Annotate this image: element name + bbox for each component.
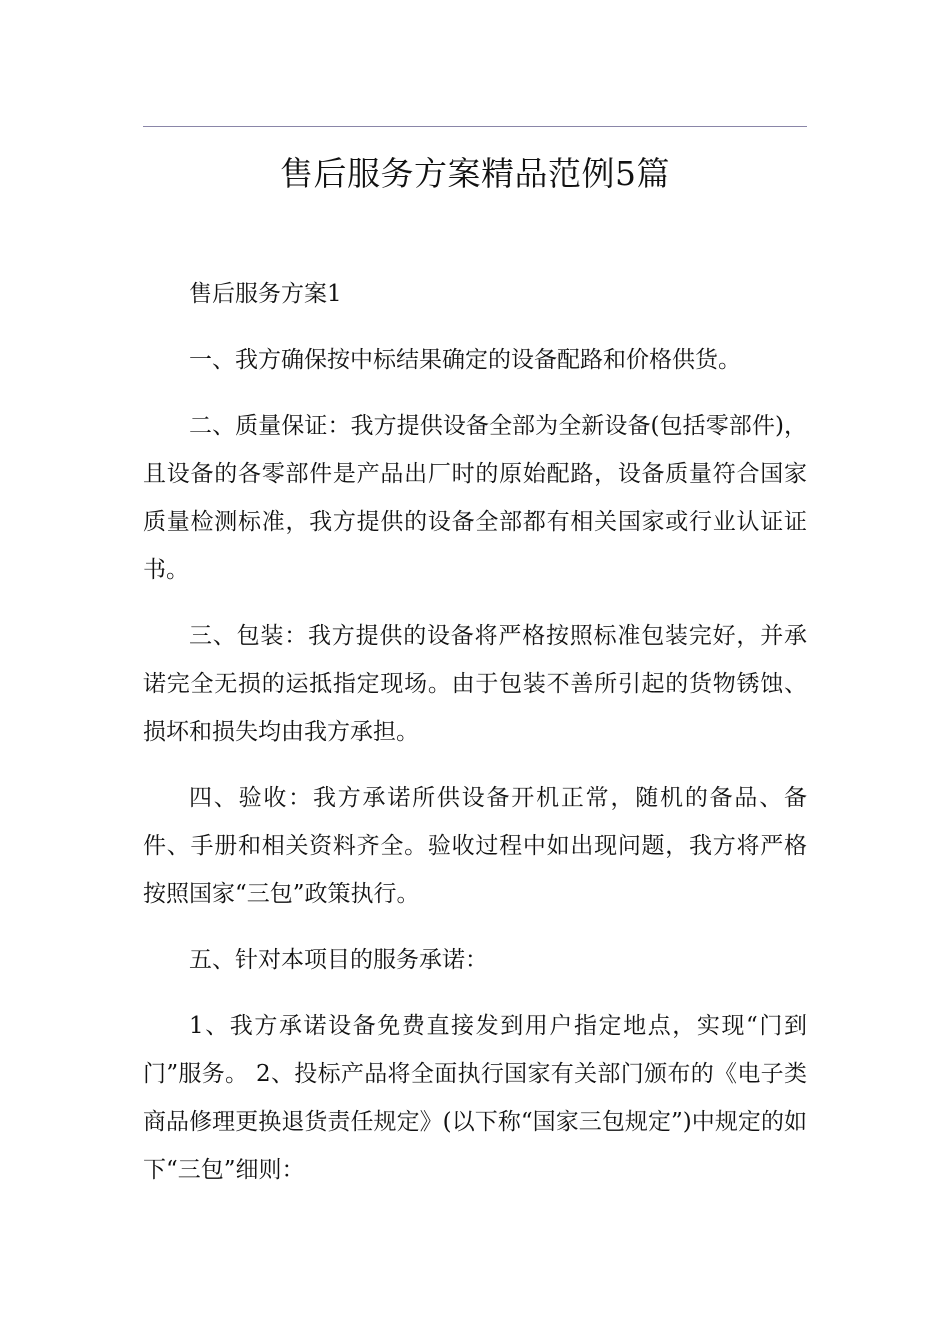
header-rule — [143, 126, 807, 127]
paragraph-quality: 二、质量保证：我方提供设备全部为全新设备(包括零部件)，且设备的各零部件是产品出厂时的原始配路，设备质量符合国家质量检测标准，我方提供的设备全部都有相关国家或行业认证证书。 — [143, 413, 807, 583]
paragraph-packaging: 三、包装：我方提供的设备将严格按照标准包装完好，并承诺完全无损的运抵指定现场。由于包装不善所引起的货物锈蚀、损坏和损失均由我方承担。 — [143, 623, 807, 745]
paragraph-item-1: 一、我方确保按中标结果确定的设备配路和价格供货。 — [189, 347, 741, 373]
document-body — [143, 270, 807, 1212]
section-heading: 售后服务方案1 — [189, 281, 342, 307]
document-title: 售后服务方案精品范例5篇 — [280, 154, 670, 193]
paragraph-service-commitments: 1、我方承诺设备免费直接发到用户指定地点，实现“门到门”服务。 2、投标产品将全面执行国家有关部门颁布的《电子类商品修理更换退货责任规定》(以下称“国家三包规定”)中规定的如下“三包”细则： — [143, 1013, 807, 1183]
paragraph-acceptance: 四、验收：我方承诺所供设备开机正常，随机的备品、备件、手册和相关资料齐全。验收过程中如出现问题，我方将严格按照国家“三包”政策执行。 — [143, 785, 807, 907]
paragraph-service-heading: 五、针对本项目的服务承诺： — [189, 947, 488, 973]
